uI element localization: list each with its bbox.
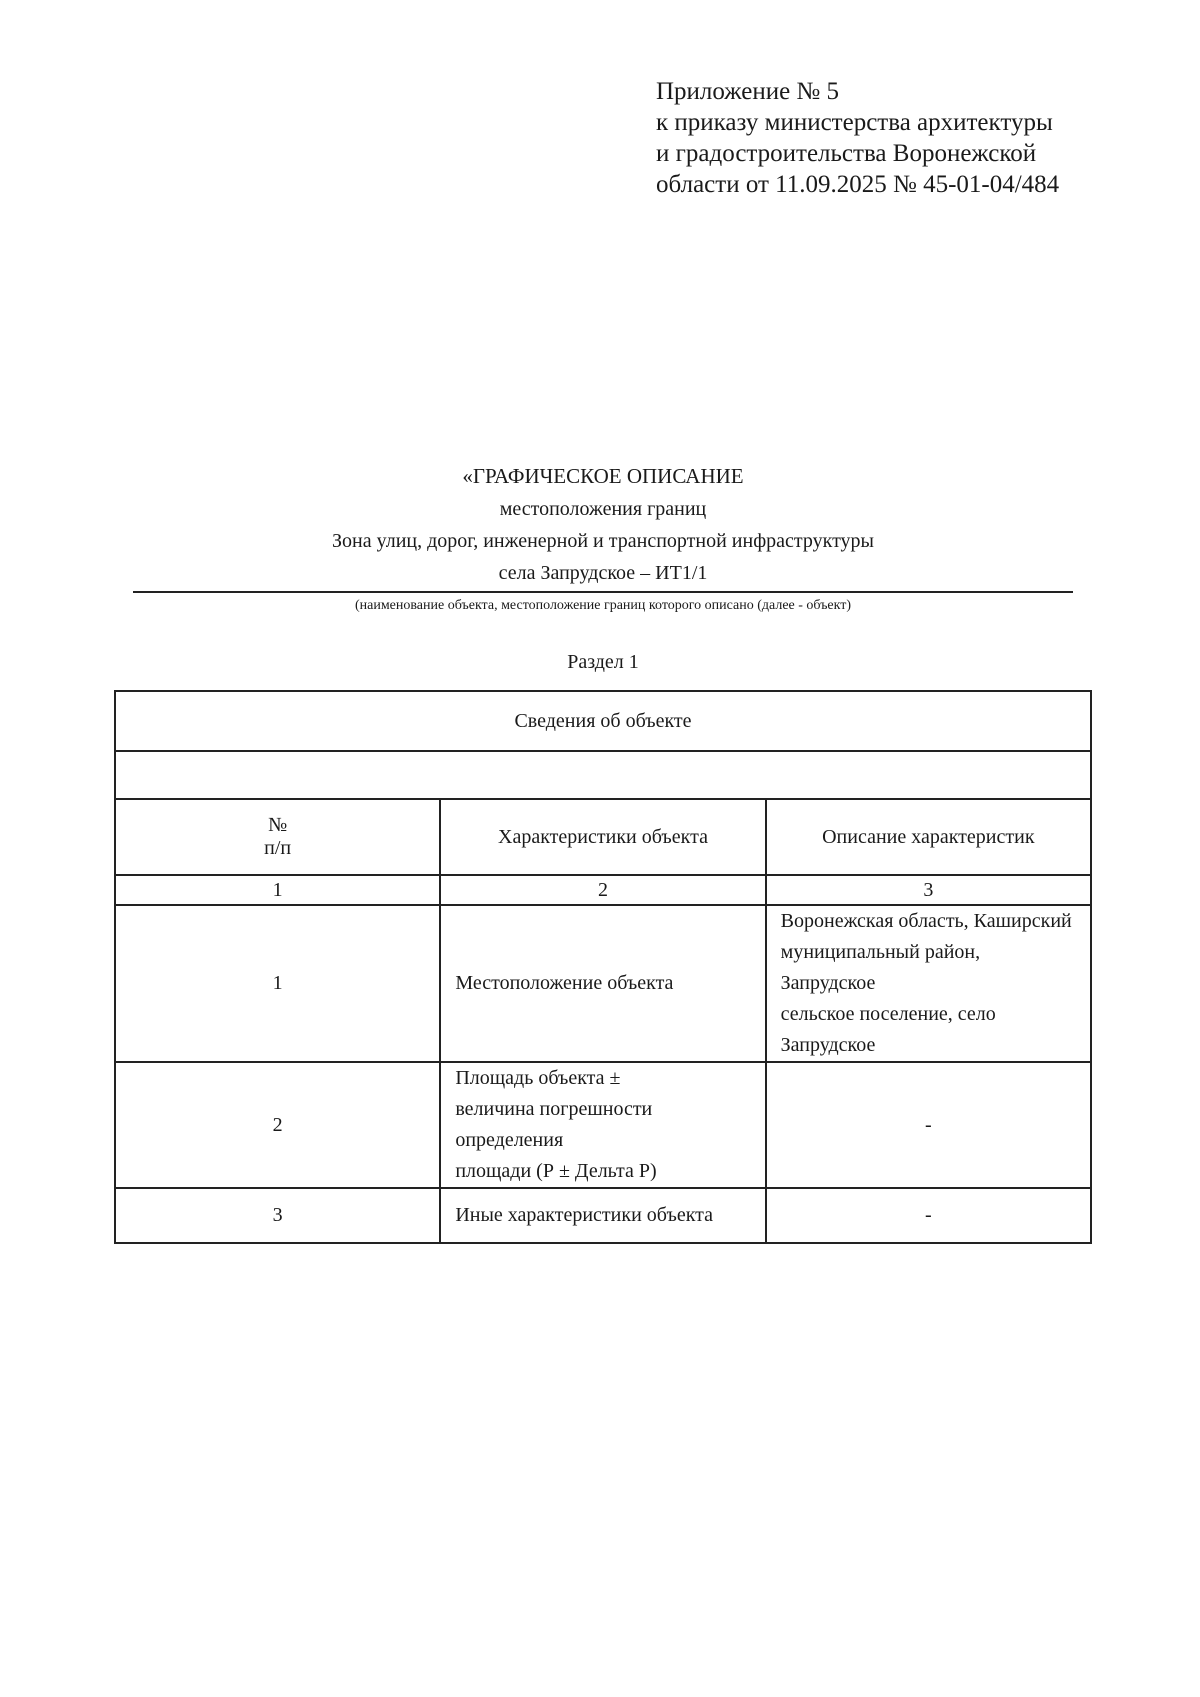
header-num-line: № bbox=[268, 814, 288, 836]
table-header-row bbox=[115, 799, 1091, 875]
row-description: - bbox=[766, 1062, 1091, 1188]
header-num-line: п/п bbox=[264, 837, 292, 859]
table-row bbox=[115, 1188, 1091, 1243]
column-number-row bbox=[115, 875, 1091, 905]
row-description: - bbox=[766, 1188, 1091, 1243]
object-info-table bbox=[114, 690, 1092, 1244]
column-number: 1 bbox=[115, 875, 440, 905]
empty-cell bbox=[115, 751, 1091, 799]
title-underline bbox=[133, 591, 1073, 593]
column-number: 3 bbox=[766, 875, 1091, 905]
appendix-header bbox=[656, 76, 1176, 200]
characteristic-line: площади (Р ± Дельта Р) bbox=[455, 1160, 657, 1182]
header-characteristics: Характеристики объекта bbox=[440, 799, 765, 875]
title-main: «ГРАФИЧЕСКОЕ ОПИСАНИЕ bbox=[462, 464, 744, 488]
description-line: сельское поселение, село Запрудское bbox=[780, 1003, 996, 1056]
row-characteristic bbox=[440, 1062, 765, 1188]
row-number: 2 bbox=[115, 1062, 440, 1188]
characteristic-line: Местоположение объекта bbox=[455, 972, 674, 994]
characteristic-line: величина погрешности определения bbox=[455, 1098, 653, 1151]
appendix-line: Приложение № 5 bbox=[656, 78, 840, 105]
row-characteristic: Иные характеристики объекта bbox=[440, 1188, 765, 1243]
title-subtitle: местоположения границ bbox=[499, 498, 707, 520]
table-caption-row bbox=[115, 691, 1091, 751]
header-num bbox=[115, 799, 440, 875]
row-number: 1 bbox=[115, 905, 440, 1062]
appendix-line: к приказу министерства архитектуры bbox=[656, 109, 1053, 136]
table-caption: Сведения об объекте bbox=[115, 691, 1091, 751]
row-description bbox=[766, 905, 1091, 1062]
row-characteristic bbox=[440, 905, 765, 1062]
header-description: Описание характеристик bbox=[766, 799, 1091, 875]
document-title bbox=[133, 459, 1073, 616]
title-caption: (наименование объекта, местоположение границ которого описано (далее - объект) bbox=[354, 598, 852, 613]
section-label: Раздел 1 bbox=[567, 651, 639, 673]
characteristic-line: Площадь объекта ± bbox=[455, 1067, 621, 1089]
description-line: муниципальный район, Запрудское bbox=[780, 941, 981, 994]
object-name-code: села Запрудское – ИТ1/1 bbox=[498, 562, 708, 584]
appendix-line: и градостроительства Воронежской bbox=[656, 140, 1037, 167]
table-row bbox=[115, 905, 1091, 1062]
description-line: Воронежская область, Каширский bbox=[780, 910, 1072, 932]
table-row bbox=[115, 1062, 1091, 1188]
object-name: Зона улиц, дорог, инженерной и транспортной инфраструктуры bbox=[332, 530, 874, 552]
row-number: 3 bbox=[115, 1188, 440, 1243]
table-empty-row bbox=[115, 751, 1091, 799]
appendix-line: области от 11.09.2025 № 45-01-04/484 bbox=[656, 171, 1060, 198]
column-number: 2 bbox=[440, 875, 765, 905]
